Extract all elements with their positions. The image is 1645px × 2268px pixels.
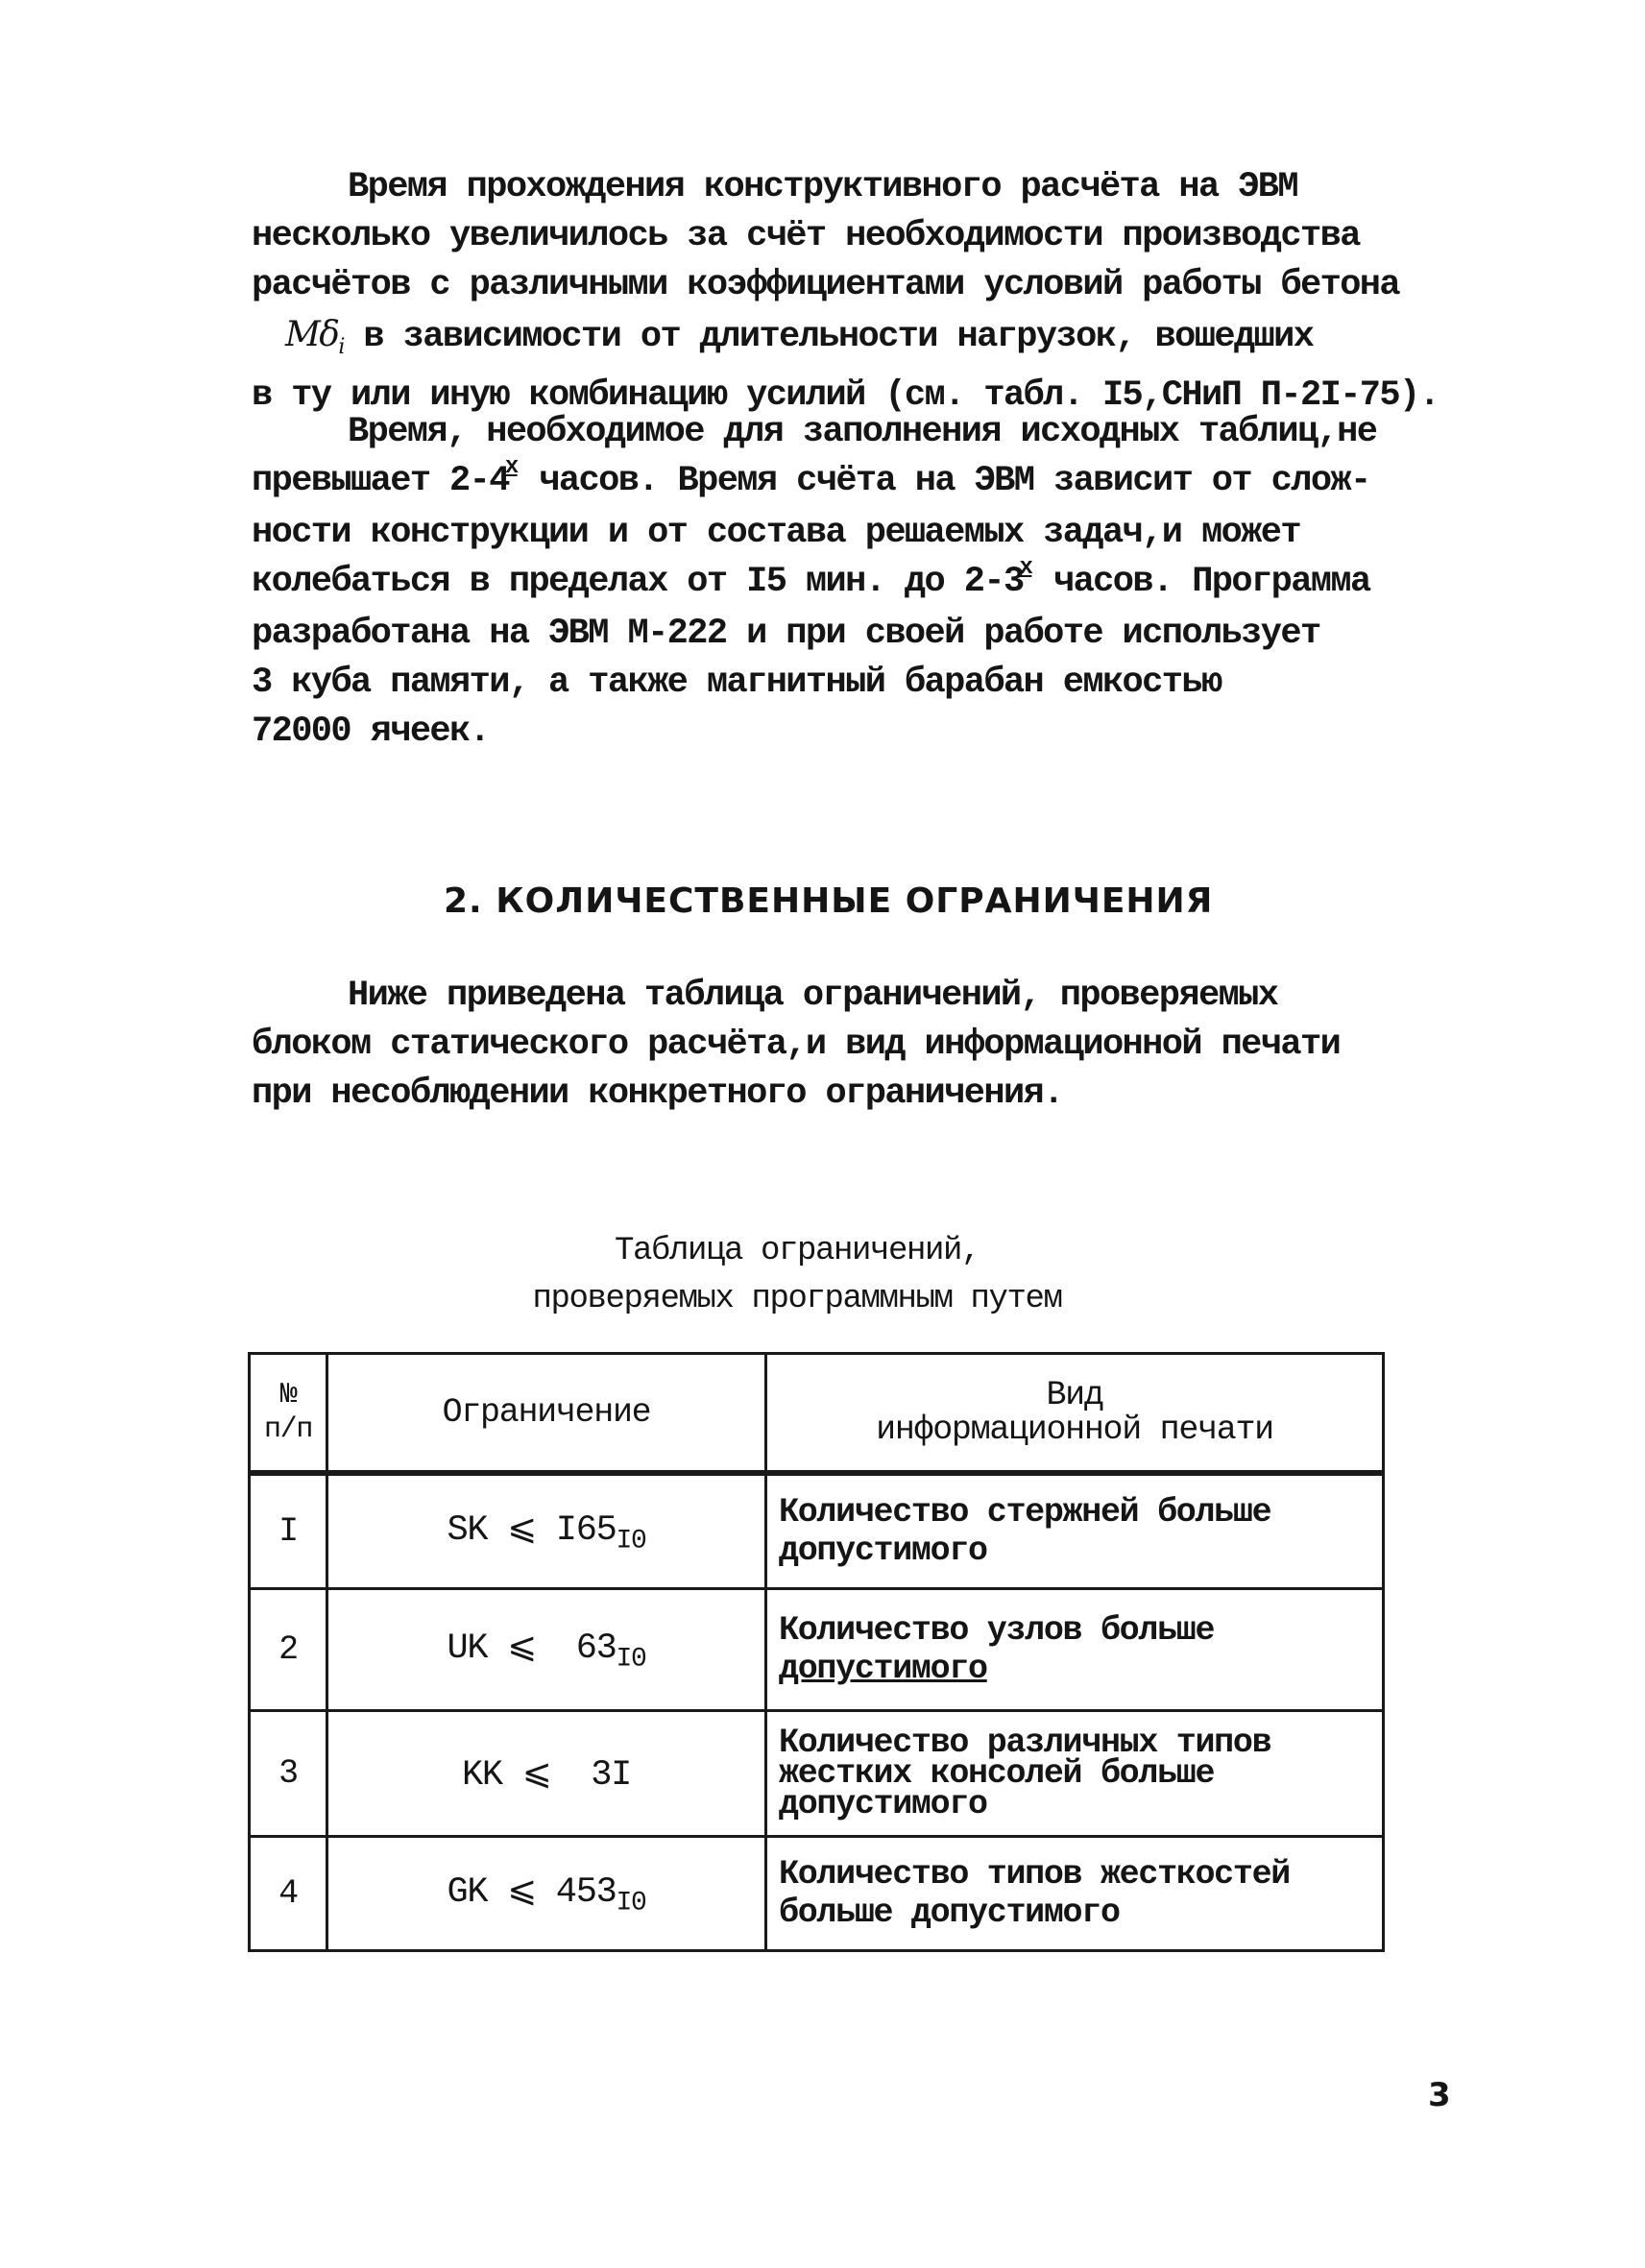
text-line: расчётов с различными коэффициентами условий работы бетона (252, 265, 1400, 305)
text-line: блоком статического расчёта,и вид информационной печати (252, 1025, 1341, 1065)
caption-line: проверяемых программным путем (532, 1281, 1062, 1317)
header-constraint: Ограничение (327, 1354, 766, 1474)
table-row (250, 1589, 1384, 1711)
row-number: I (250, 1473, 327, 1589)
row-number: 2 (250, 1589, 327, 1711)
text-line: 3 куба памяти, а также магнитный барабан емкостью (252, 663, 1222, 703)
text-line: Ниже приведена таблица ограничений, проверяемых (348, 976, 1278, 1016)
text-line: Время, необходимое для заполнения исходных таблиц,не (348, 412, 1377, 452)
table-row (250, 1711, 1384, 1837)
paragraph-fill-time (252, 408, 1462, 757)
page-number: 3 (1428, 2076, 1451, 2114)
print-message: Количество стержней больше допустимого (766, 1473, 1384, 1589)
text-line: превышает $2-4^х$ часов. Время счёта на ЭВМ зависит от слож- (252, 454, 1370, 501)
paragraph-table-intro (252, 972, 1462, 1119)
text-line: в ту или иную комбинацию усилий (см. табл. I5,СНиП П-2I-75). (252, 375, 1439, 417)
caption-line: Таблица ограничений, (614, 1233, 980, 1269)
print-message: Количество различных типов жестких консолей больше допустимого (766, 1711, 1384, 1837)
text-line: колебаться в пределах от I5 мин. до $2-3^х$ часов. Программа (252, 555, 1370, 602)
table-header-row (250, 1354, 1384, 1474)
row-number: 3 (250, 1711, 327, 1837)
constraint-expression: GK ⩽ $453_{I0}$ (327, 1837, 766, 1951)
print-message: Количество типов жесткостей больше допустимого (766, 1837, 1384, 1951)
constraint-expression: KK ⩽ 3I (327, 1711, 766, 1837)
math-symbol: $M\delta_i$ (285, 315, 344, 360)
text-line: разработана на ЭВМ М-222 и при своей работе использует (252, 614, 1320, 654)
constraint-expression: UK ⩽ $63_{I0}$ (327, 1589, 766, 1711)
header-print-type: Вид информационной печати (766, 1354, 1384, 1474)
text-line: Время прохождения конструктивного расчёта на ЭВМ (348, 167, 1297, 207)
text-line: $M\delta_i$ в зависимости от длительности нагрузок, вошедших (285, 315, 1314, 360)
section-heading: 2. КОЛИЧЕСТВЕННЫЕ ОГРАНИЧЕНИЯ (444, 881, 1214, 921)
constraints-table (248, 1352, 1385, 1952)
row-number: 4 (250, 1837, 327, 1951)
text-line: ности конструкции и от состава решаемых задач,и может (252, 513, 1300, 553)
paragraph-computation-time (252, 163, 1462, 421)
superscript-x: х (504, 454, 518, 480)
text-line: при несоблюдении конкретного ограничения. (252, 1074, 1063, 1114)
text-line: 72000 ячеек. (252, 712, 490, 752)
table-row (250, 1473, 1384, 1589)
table-caption (499, 1227, 1095, 1323)
text-line: несколько увеличилось за счёт необходимости производства (252, 216, 1360, 256)
superscript-x: х (1019, 555, 1032, 581)
header-number: № п/п (250, 1354, 327, 1474)
constraint-expression: SK ⩽ $I65_{I0}$ (327, 1473, 766, 1589)
print-message: Количество узлов больше допустимого (766, 1589, 1384, 1711)
table-row (250, 1837, 1384, 1951)
